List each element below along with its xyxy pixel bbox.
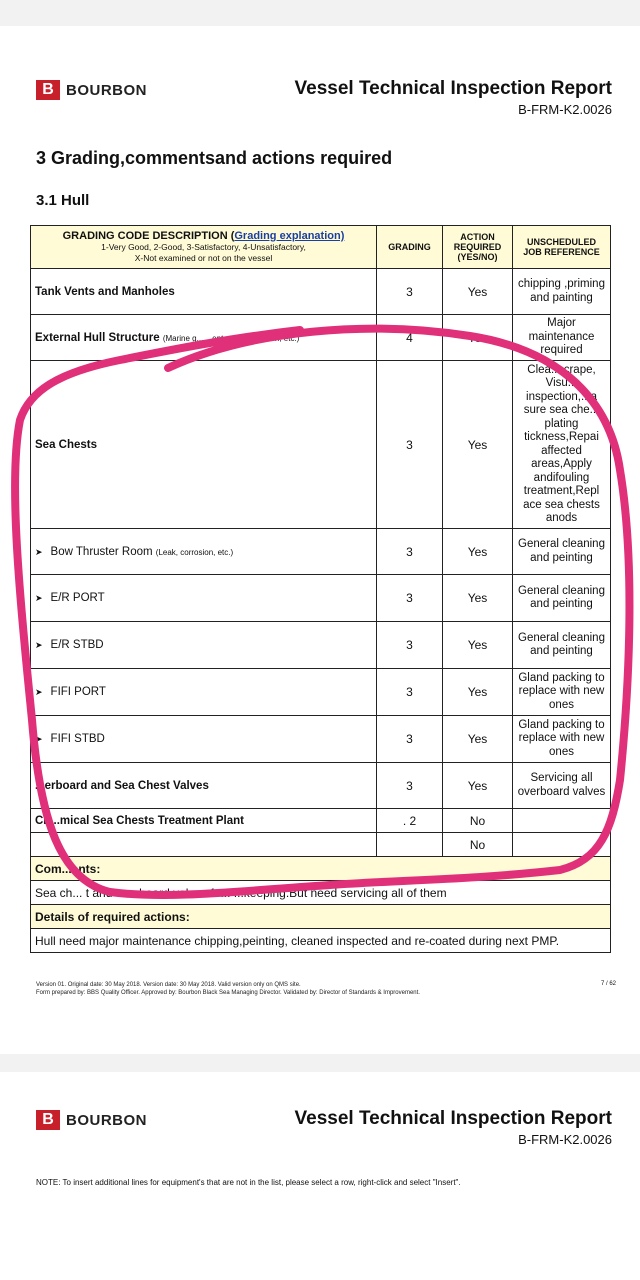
details-text[interactable]: Hull need major maintenance chipping,peinting, cleaned inspected and re-coated during next PMP. — [31, 929, 611, 953]
subsection-title: 3.1 Hull — [36, 192, 90, 209]
report-page-2 — [0, 1072, 640, 1280]
grade-cell[interactable]: 4 — [377, 315, 443, 361]
reference-cell[interactable]: Gland packing to replace with new ones — [513, 716, 611, 763]
reference-cell[interactable]: General cleaning and peinting — [513, 529, 611, 575]
sub-item-name: ➤ Bow Thruster Room (Leak, corrosion, etc.) — [31, 529, 377, 575]
sub-item-name: ➤ FIFI STBD — [31, 716, 377, 763]
grade-cell[interactable]: 3 — [377, 716, 443, 763]
table-row — [31, 833, 611, 857]
report-code: B-FRM-K2.0026 — [518, 1132, 612, 1147]
grade-cell[interactable]: 3 — [377, 575, 443, 622]
action-cell[interactable]: Yes — [443, 269, 513, 315]
reference-cell[interactable]: Clea... crape, Visu... inspection,...a sure sea che... plating tickness,Repai affected areas,Apply andifouling treatment,Repl ace sea chests anods — [513, 361, 611, 529]
sub-item-name: ➤ E/R STBD — [31, 622, 377, 669]
arrow-bullet-icon: ➤ — [35, 640, 43, 650]
sub-item-name: ➤ E/R PORT — [31, 575, 377, 622]
report-code: B-FRM-K2.0026 — [518, 102, 612, 117]
table-row — [31, 269, 611, 315]
table-row — [31, 763, 611, 809]
hull-grading-table — [30, 225, 611, 953]
table-row — [31, 809, 611, 833]
details-text-row — [31, 929, 611, 953]
grade-cell[interactable]: 3 — [377, 763, 443, 809]
action-required-header: ACTION REQUIRED (YES/NO) — [443, 226, 513, 269]
arrow-bullet-icon: ➤ — [35, 734, 43, 744]
details-label: Details of required actions: — [31, 905, 611, 929]
page-number: 7 / 62 — [600, 981, 616, 987]
action-cell[interactable]: Yes — [443, 315, 513, 361]
reference-cell[interactable]: General cleaning and peinting — [513, 622, 611, 669]
comments-text[interactable]: Sea ch... t and overboard valves fo... ...keeping.But need servicing all of them — [31, 881, 611, 905]
logo-mark: B — [36, 80, 60, 100]
reference-cell[interactable] — [513, 809, 611, 833]
table-header-row — [31, 226, 611, 269]
item-name: Sea Chests — [31, 361, 377, 529]
grading-header: GRADING — [377, 226, 443, 269]
grade-cell[interactable]: 3 — [377, 361, 443, 529]
item-note: (Leak, corrosion, etc.) — [155, 547, 234, 557]
report-page-1 — [0, 26, 640, 1054]
action-cell[interactable]: Yes — [443, 622, 513, 669]
table-row — [31, 575, 611, 622]
footer-version-line: Version 01. Original date: 30 May 2018. Version date: 30 May 2018. Valid version only on QMS site. — [36, 982, 301, 988]
bourbon-logo — [36, 1110, 147, 1130]
section-title: 3 Grading,commentsand actions required — [36, 148, 393, 168]
action-cell[interactable]: No — [443, 809, 513, 833]
comments-label: Com...ents: — [31, 857, 611, 881]
item-name: External Hull Structure (Marine g... ...ent, paint condition, etc.) — [31, 315, 377, 361]
arrow-bullet-icon: ➤ — [35, 593, 43, 603]
action-cell[interactable]: Yes — [443, 716, 513, 763]
grade-cell[interactable]: 3 — [377, 269, 443, 315]
grade-cell[interactable] — [377, 833, 443, 857]
item-name: Tank Vents and Manholes — [31, 269, 377, 315]
reference-cell[interactable]: chipping ,priming and painting — [513, 269, 611, 315]
details-label-row — [31, 905, 611, 929]
bourbon-logo — [36, 80, 147, 100]
footer-approval-line: Form prepared by: BBS Quality Officer. Approved by: Bourbon Black Sea Managing Director. Validated by: Director of Standards & Improvement. — [36, 990, 420, 996]
reference-cell[interactable]: General cleaning and peinting — [513, 575, 611, 622]
item-name — [31, 833, 377, 857]
table-row — [31, 622, 611, 669]
table-row — [31, 315, 611, 361]
job-reference-header: UNSCHEDULED JOB REFERENCE — [513, 226, 611, 269]
item-note: (Marine g... ...ent, paint condition, etc.) — [162, 333, 300, 343]
report-title: Vessel Technical Inspection Report — [294, 78, 612, 99]
insert-note: NOTE: To insert additional lines for equipment's that are not in the list, please select a row, right-click and select "Insert". — [36, 1178, 461, 1187]
reference-cell[interactable] — [513, 833, 611, 857]
grading-description-header: GRADING CODE DESCRIPTION (Grading explanation) 1-Very Good, 2-Good, 3-Satisfactory, 4-Unsatisfactory, X-Not examined or not on the vessel — [31, 226, 377, 269]
action-cell[interactable]: Yes — [443, 529, 513, 575]
sub-item-name: ➤ FIFI PORT — [31, 669, 377, 716]
item-name: ...erboard and Sea Chest Valves — [31, 763, 377, 809]
item-name: Ch...mical Sea Chests Treatment Plant — [31, 809, 377, 833]
action-cell[interactable]: Yes — [443, 575, 513, 622]
grade-cell[interactable]: . 2 — [377, 809, 443, 833]
action-cell[interactable]: Yes — [443, 763, 513, 809]
reference-cell[interactable]: Servicing all overboard valves — [513, 763, 611, 809]
action-cell[interactable]: No — [443, 833, 513, 857]
action-cell[interactable]: Yes — [443, 669, 513, 716]
logo-brand-text: BOURBON — [66, 81, 147, 99]
arrow-bullet-icon: ➤ — [35, 546, 43, 557]
table-row — [31, 716, 611, 763]
table-row — [31, 361, 611, 529]
grade-cell[interactable]: 3 — [377, 669, 443, 716]
grade-cell[interactable]: 3 — [377, 622, 443, 669]
table-row — [31, 669, 611, 716]
comments-text-row — [31, 881, 611, 905]
grading-explanation-link[interactable]: Grading explanation) — [234, 230, 345, 242]
comments-label-row — [31, 857, 611, 881]
table-row — [31, 529, 611, 575]
arrow-bullet-icon: ➤ — [35, 687, 43, 697]
logo-mark: B — [36, 1110, 60, 1130]
version-footer — [36, 981, 420, 997]
action-cell[interactable]: Yes — [443, 361, 513, 529]
reference-cell[interactable]: Major maintenance required — [513, 315, 611, 361]
reference-cell[interactable]: Gland packing to replace with new ones — [513, 669, 611, 716]
grade-cell[interactable]: 3 — [377, 529, 443, 575]
logo-brand-text: BOURBON — [66, 1111, 147, 1129]
report-title: Vessel Technical Inspection Report — [294, 1108, 612, 1129]
